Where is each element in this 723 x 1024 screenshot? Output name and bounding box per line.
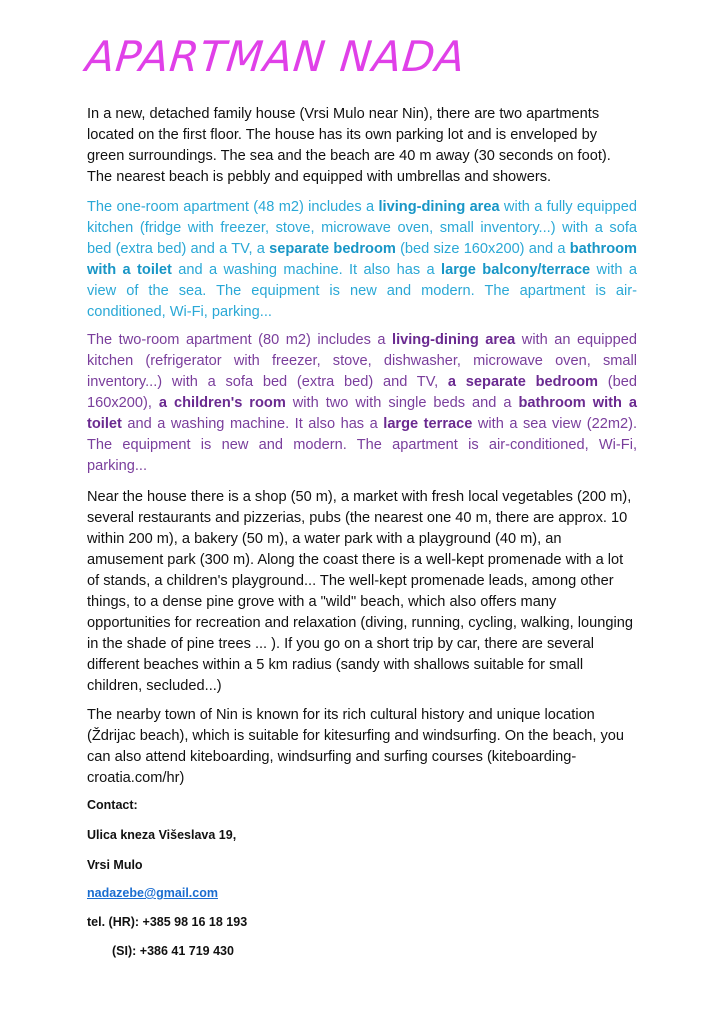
- one-room-text-3: (bed size 160x200) and a: [395, 241, 570, 257]
- one-room-apartment-paragraph: [87, 197, 637, 323]
- two-room-bathroom: bathroom with a toilet: [87, 395, 638, 432]
- one-room-text-4: and a washing machine. It also has a: [171, 262, 442, 278]
- two-room-childrens-room: a children's room: [158, 395, 286, 411]
- one-room-text-1: The one-room apartment (48 m2) includes a: [87, 199, 379, 215]
- contact-tel-hr: tel. (HR): +385 98 16 18 193: [87, 915, 248, 929]
- nin-paragraph: The nearby town of Nin is known for its rich cultural history and unique location (Ždrijac beach), which is suitable for kitesurfing and windsurfing. On the beach, you can also attend kiteboarding, windsurfing and surfing courses (kiteboarding-croatia.com/hr): [87, 707, 624, 786]
- one-room-text-2: with a fully equipped kitchen (fridge with freezer, stove, microwave oven, small inventory...) with a sofa bed (extra bed) and a TV, a: [87, 199, 637, 257]
- page-title: APARTMAN NADA: [83, 32, 469, 81]
- two-room-text-3: (bed 160x200),: [87, 374, 637, 411]
- two-room-living-dining-area: living-dining area: [392, 332, 516, 348]
- surroundings-paragraph: Near the house there is a shop (50 m), a market with fresh local vegetables (200 m), several restaurants and pizzerias, pubs (the nearest one 40 m, there are approx. 10 within 200 m), a bakery (50 m), a water park with a playground (40 m), an amusement park (300 m). Along the coast there is a well-kept promenade with a lot of stands, a children's playground... The well-kept promenade leads, among other things, to a dense pine grove with a "wild" beach, which also offers many opportunities for recreation and relaxation (diving, running, cycling, walking, lounging in the shade of pine trees ... ). If you go on a short trip by car, there are several different beaches within a 5 km radius (sandy with shallows suitable for small children, secluded...): [87, 489, 633, 694]
- two-room-text-6: with a sea view (22m2). The equipment is new and modern. The apartment is air-conditioned, Wi-Fi, parking...: [87, 416, 638, 474]
- one-room-living-dining-area: living-dining area: [378, 199, 500, 215]
- contact-heading: Contact:: [87, 798, 138, 812]
- two-room-text-1: The two-room apartment (80 m2) includes a: [87, 332, 393, 348]
- contact-place: Vrsi Mulo: [87, 858, 143, 872]
- contact-tel-si: (SI): +386 41 719 430: [112, 944, 234, 958]
- two-room-apartment-paragraph: [87, 330, 637, 477]
- one-room-bathroom: bathroom with a toilet: [87, 241, 637, 278]
- intro-paragraph: In a new, detached family house (Vrsi Mulo near Nin), there are two apartments located on the first floor. The house has its own parking lot and is enveloped by green surroundings. The sea and the beach are 40 m away (30 seconds on foot). The nearest beach is pebbly and equipped with umbrellas and showers.: [87, 106, 611, 185]
- two-room-large-terrace: large terrace: [383, 416, 473, 432]
- one-room-text-5: with a view of the sea. The equipment is new and modern. The apartment is air-conditioned, Wi-Fi, parking...: [87, 262, 637, 320]
- two-room-text-4: with two with single beds and a: [285, 395, 519, 411]
- one-room-balcony-terrace: large balcony/terrace: [441, 262, 591, 278]
- one-room-separate-bedroom: separate bedroom: [269, 241, 396, 257]
- two-room-text-2: with an equipped kitchen (refrigerator with freezer, stove, dishwasher, microwave oven, small inventory...) with a sofa bed (extra bed) and TV,: [87, 332, 637, 390]
- two-room-separate-bedroom: a separate bedroom: [447, 374, 599, 390]
- contact-email-link[interactable]: nadazebe@gmail.com: [87, 886, 218, 900]
- contact-street: Ulica kneza Višeslava 19,: [87, 828, 237, 842]
- two-room-text-5: and a washing machine. It also has a: [121, 416, 384, 432]
